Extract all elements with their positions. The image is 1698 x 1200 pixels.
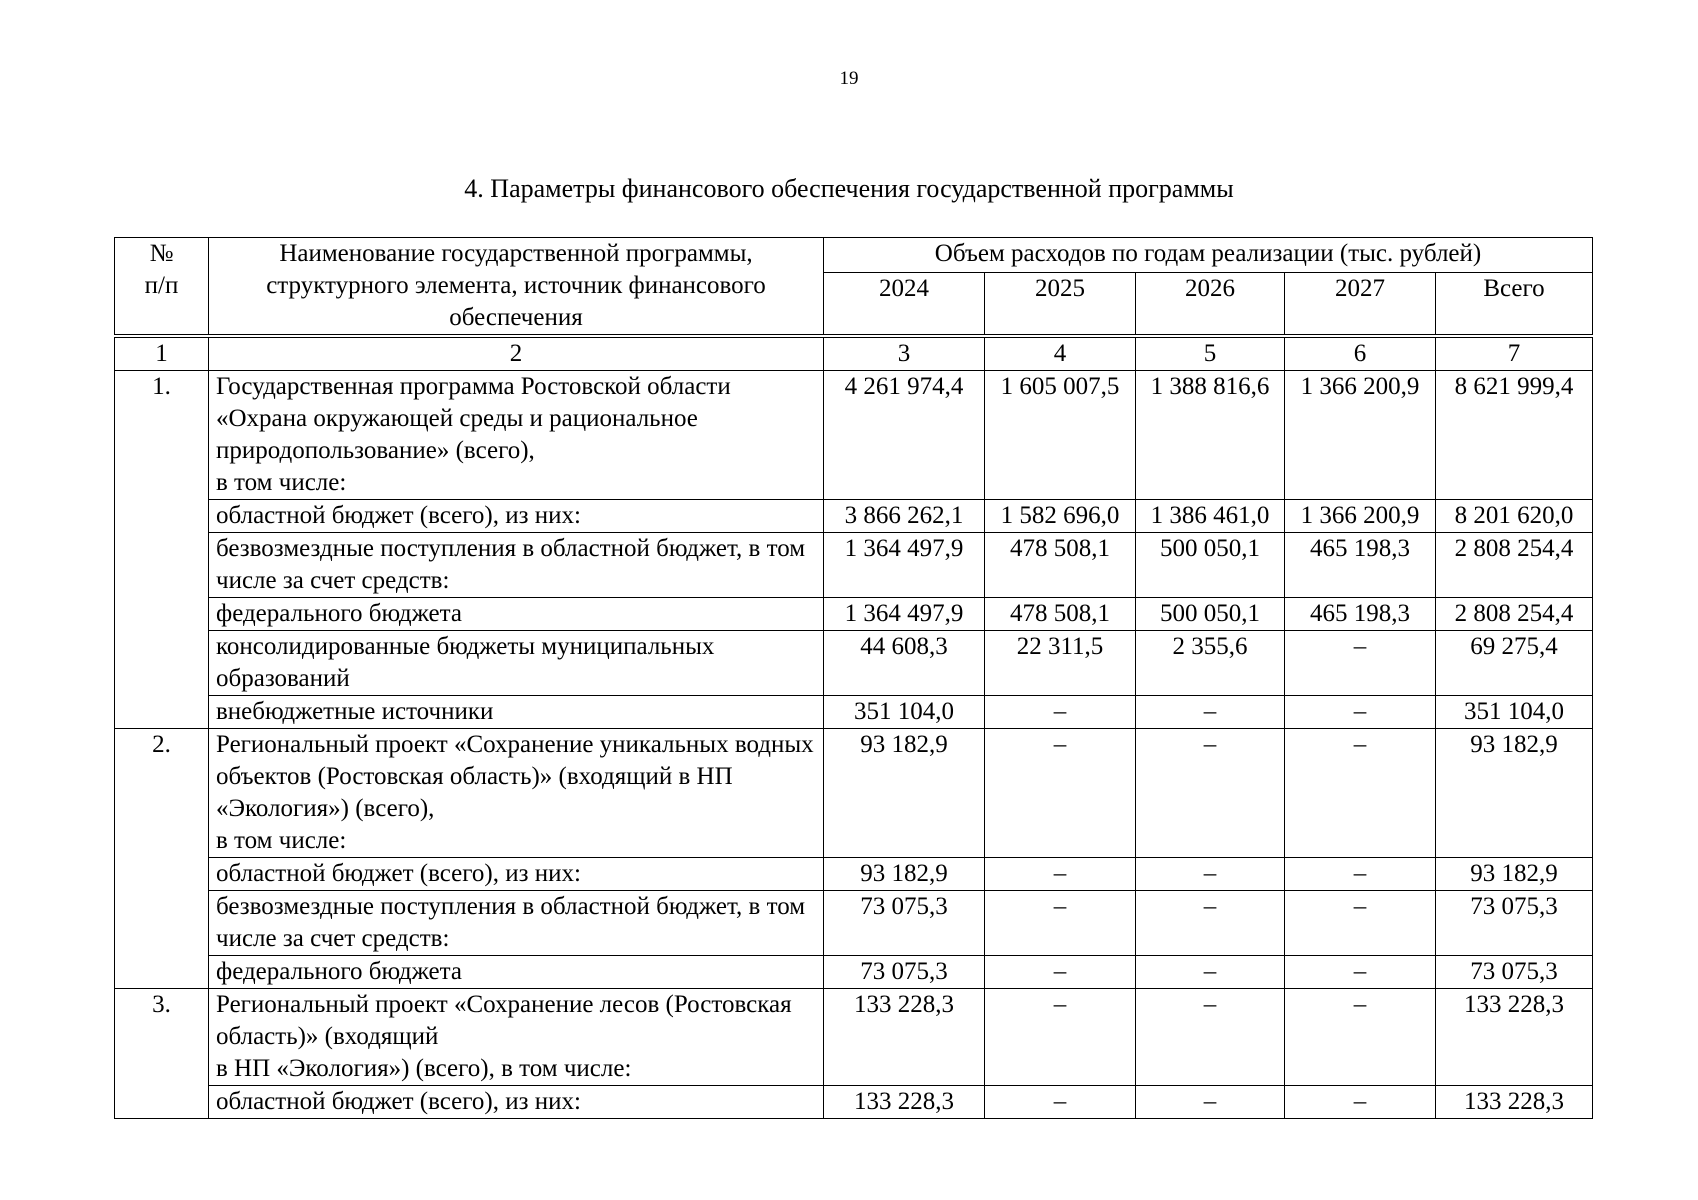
table-row bbox=[115, 858, 1593, 891]
value-2025: – bbox=[985, 989, 1136, 1086]
header-year-2025: 2025 bbox=[985, 272, 1136, 336]
value-2026: – bbox=[1136, 729, 1285, 858]
value-2027: – bbox=[1285, 956, 1436, 989]
table-row bbox=[115, 729, 1593, 858]
value-2026: 1 388 816,6 bbox=[1136, 371, 1285, 500]
header-name: Наименование государственной программы, структурного элемента, источник финансового обеспечения bbox=[209, 238, 824, 337]
row-name: консолидированные бюджеты муниципальных образований bbox=[209, 631, 824, 696]
column-number: 6 bbox=[1285, 336, 1436, 371]
row-index: 2. bbox=[115, 729, 209, 989]
value-2024: 73 075,3 bbox=[824, 956, 985, 989]
value-2024: 133 228,3 bbox=[824, 989, 985, 1086]
value-total: 2 808 254,4 bbox=[1436, 598, 1593, 631]
value-2027: 1 366 200,9 bbox=[1285, 500, 1436, 533]
header-year-2027: 2027 bbox=[1285, 272, 1436, 336]
value-total: 73 075,3 bbox=[1436, 891, 1593, 956]
row-name: Государственная программа Ростовской области «Охрана окружающей среды и рациональное природопользование» (всего), в том числе: bbox=[209, 371, 824, 500]
value-2024: 3 866 262,1 bbox=[824, 500, 985, 533]
table-row bbox=[115, 956, 1593, 989]
value-2025: 478 508,1 bbox=[985, 533, 1136, 598]
value-2027: – bbox=[1285, 729, 1436, 858]
row-name: федерального бюджета bbox=[209, 598, 824, 631]
table-row bbox=[115, 1086, 1593, 1119]
header-no: № п/п bbox=[115, 238, 209, 337]
header-year-2024: 2024 bbox=[824, 272, 985, 336]
value-2026: – bbox=[1136, 858, 1285, 891]
value-2025: – bbox=[985, 891, 1136, 956]
table-row bbox=[115, 371, 1593, 500]
value-2024: 93 182,9 bbox=[824, 729, 985, 858]
financing-table-body bbox=[115, 238, 1593, 1119]
row-name: областной бюджет (всего), из них: bbox=[209, 1086, 824, 1119]
value-2024: 44 608,3 bbox=[824, 631, 985, 696]
value-total: 351 104,0 bbox=[1436, 696, 1593, 729]
value-2026: 1 386 461,0 bbox=[1136, 500, 1285, 533]
value-2024: 4 261 974,4 bbox=[824, 371, 985, 500]
value-2024: 1 364 497,9 bbox=[824, 598, 985, 631]
row-name: областной бюджет (всего), из них: bbox=[209, 500, 824, 533]
value-2027: – bbox=[1285, 891, 1436, 956]
value-2025: 1 605 007,5 bbox=[985, 371, 1136, 500]
value-2024: 93 182,9 bbox=[824, 858, 985, 891]
value-2024: 1 364 497,9 bbox=[824, 533, 985, 598]
value-total: 8 621 999,4 bbox=[1436, 371, 1593, 500]
value-2026: 2 355,6 bbox=[1136, 631, 1285, 696]
row-name: внебюджетные источники bbox=[209, 696, 824, 729]
value-2024: 133 228,3 bbox=[824, 1086, 985, 1119]
value-total: 93 182,9 bbox=[1436, 729, 1593, 858]
value-2027: 1 366 200,9 bbox=[1285, 371, 1436, 500]
value-2027: 465 198,3 bbox=[1285, 533, 1436, 598]
section-title: 4. Параметры финансового обеспечения государственной программы bbox=[464, 174, 1234, 203]
column-number: 4 bbox=[985, 336, 1136, 371]
column-number: 2 bbox=[209, 336, 824, 371]
value-2024: 351 104,0 bbox=[824, 696, 985, 729]
row-name: Региональный проект «Сохранение уникальных водных объектов (Ростовская область)» (входящий в НП «Экология») (всего), в том числе: bbox=[209, 729, 824, 858]
value-2026: – bbox=[1136, 1086, 1285, 1119]
value-2027: – bbox=[1285, 631, 1436, 696]
row-name: Региональный проект «Сохранение лесов (Ростовская область)» (входящий в НП «Экология») (всего), в том числе: bbox=[209, 989, 824, 1086]
table-row bbox=[115, 696, 1593, 729]
table-row bbox=[115, 631, 1593, 696]
header-row bbox=[115, 238, 1593, 273]
value-2026: – bbox=[1136, 956, 1285, 989]
value-2025: 22 311,5 bbox=[985, 631, 1136, 696]
value-2024: 73 075,3 bbox=[824, 891, 985, 956]
column-number: 7 bbox=[1436, 336, 1593, 371]
column-number: 3 bbox=[824, 336, 985, 371]
row-name: безвозмездные поступления в областной бюджет, в том числе за счет средств: bbox=[209, 533, 824, 598]
header-total: Всего bbox=[1436, 272, 1593, 336]
row-name: безвозмездные поступления в областной бюджет, в том числе за счет средств: bbox=[209, 891, 824, 956]
header-year-2026: 2026 bbox=[1136, 272, 1285, 336]
value-total: 73 075,3 bbox=[1436, 956, 1593, 989]
value-total: 133 228,3 bbox=[1436, 989, 1593, 1086]
page-number: 19 bbox=[839, 68, 859, 89]
financing-table bbox=[114, 237, 1593, 1119]
value-2025: – bbox=[985, 729, 1136, 858]
value-2025: – bbox=[985, 1086, 1136, 1119]
value-2026: – bbox=[1136, 891, 1285, 956]
header-volume: Объем расходов по годам реализации (тыс. рублей) bbox=[824, 238, 1593, 273]
value-total: 93 182,9 bbox=[1436, 858, 1593, 891]
value-2027: – bbox=[1285, 1086, 1436, 1119]
value-total: 133 228,3 bbox=[1436, 1086, 1593, 1119]
table-row bbox=[115, 891, 1593, 956]
value-2025: – bbox=[985, 696, 1136, 729]
value-2026: – bbox=[1136, 696, 1285, 729]
value-2026: – bbox=[1136, 989, 1285, 1086]
row-index: 3. bbox=[115, 989, 209, 1119]
table-row bbox=[115, 533, 1593, 598]
table-row bbox=[115, 989, 1593, 1086]
value-total: 8 201 620,0 bbox=[1436, 500, 1593, 533]
row-index: 1. bbox=[115, 371, 209, 729]
value-2027: – bbox=[1285, 696, 1436, 729]
value-2025: – bbox=[985, 858, 1136, 891]
table-row bbox=[115, 500, 1593, 533]
value-2026: 500 050,1 bbox=[1136, 533, 1285, 598]
value-2026: 500 050,1 bbox=[1136, 598, 1285, 631]
value-total: 2 808 254,4 bbox=[1436, 533, 1593, 598]
table-row bbox=[115, 598, 1593, 631]
value-2027: – bbox=[1285, 858, 1436, 891]
row-name: областной бюджет (всего), из них: bbox=[209, 858, 824, 891]
column-number: 5 bbox=[1136, 336, 1285, 371]
value-2025: – bbox=[985, 956, 1136, 989]
value-2027: 465 198,3 bbox=[1285, 598, 1436, 631]
value-2027: – bbox=[1285, 989, 1436, 1086]
row-name: федерального бюджета bbox=[209, 956, 824, 989]
column-number: 1 bbox=[115, 336, 209, 371]
value-2025: 478 508,1 bbox=[985, 598, 1136, 631]
value-total: 69 275,4 bbox=[1436, 631, 1593, 696]
value-2025: 1 582 696,0 bbox=[985, 500, 1136, 533]
column-numbers-row bbox=[115, 336, 1593, 371]
